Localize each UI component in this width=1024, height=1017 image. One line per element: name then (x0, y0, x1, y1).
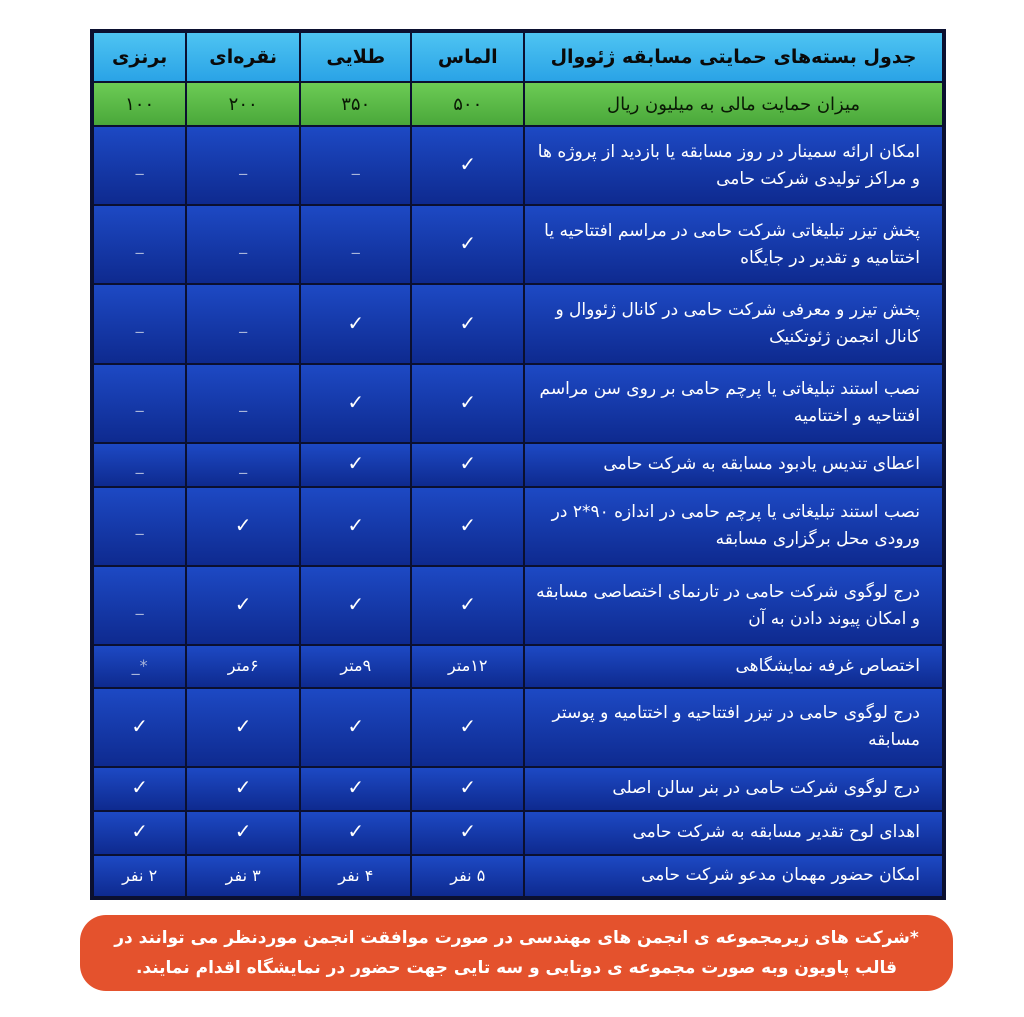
table-row (93, 284, 943, 363)
check-icon: ✓ (131, 713, 149, 738)
cell-silver (186, 855, 300, 898)
cell-diamond (411, 487, 524, 566)
cell-diamond (411, 688, 524, 767)
cell-bronze (93, 284, 186, 363)
cell-bronze (93, 855, 186, 898)
sponsorship-table-container (90, 29, 946, 900)
benefit-description: اهدای لوح تقدیر مسابقه به شرکت حامی (524, 811, 943, 855)
tier-value: ۲ نفر (122, 865, 158, 885)
not-included-mark: _ (239, 155, 248, 175)
not-included-mark: _ (135, 454, 144, 474)
check-icon: ✓ (459, 231, 477, 256)
check-icon: ✓ (234, 775, 252, 800)
benefit-description: درج لوگوی حامی در تیزر افتتاحیه و اختتامیه و پوستر مسابقه (524, 688, 943, 767)
cell-diamond (411, 566, 524, 645)
not-included-mark: _ (135, 393, 144, 413)
not-included-mark: _ (135, 516, 144, 536)
cell-diamond (411, 284, 524, 363)
check-icon: ✓ (131, 775, 149, 800)
benefit-description: نصب استند تبلیغاتی یا پرچم حامی بر روی سن مراسم افتتاحیه و اختتامیه (524, 364, 943, 443)
cell-gold (300, 284, 411, 363)
not-included-mark: _ (351, 155, 360, 175)
tier-value: ۵ نفر (450, 865, 486, 885)
funding-row (93, 82, 943, 126)
check-icon: ✓ (234, 512, 252, 537)
table-row (93, 443, 943, 487)
check-icon: ✓ (459, 592, 477, 617)
cell-silver (186, 443, 300, 487)
table-row (93, 566, 943, 645)
check-icon: ✓ (459, 819, 477, 844)
check-icon: ✓ (131, 819, 149, 844)
benefit-description: نصب استند تبلیغاتی یا پرچم حامی در اندازه ۹۰*۲ در ورودی محل برگزاری مسابقه (524, 487, 943, 566)
header-silver: نقره‌ای (186, 32, 300, 82)
check-icon: ✓ (459, 152, 477, 177)
cell-diamond (411, 811, 524, 855)
funding-diamond: ۵۰۰ (411, 82, 524, 126)
header-description: جدول بسته‌های حمایتی مسابقه ژئووال (524, 32, 943, 82)
table-row (93, 487, 943, 566)
benefit-description: پخش تیزر و معرفی شرکت حامی در کانال ژئووال و کانال انجمن ژئوتکنیک (524, 284, 943, 363)
header-bronze: برنزی (93, 32, 186, 82)
cell-bronze (93, 443, 186, 487)
funding-bronze: ۱۰۰ (93, 82, 186, 126)
cell-silver (186, 811, 300, 855)
cell-gold (300, 688, 411, 767)
table-row (93, 364, 943, 443)
sponsorship-table (92, 31, 944, 898)
cell-diamond (411, 855, 524, 898)
benefit-description: اختصاص غرفه نمایشگاهی (524, 645, 943, 687)
check-icon: ✓ (347, 775, 365, 800)
not-included-mark: _ (239, 393, 248, 413)
cell-silver (186, 205, 300, 284)
cell-gold (300, 126, 411, 205)
not-included-mark: _ (135, 314, 144, 334)
cell-diamond (411, 364, 524, 443)
tier-value: ۴ نفر (338, 865, 374, 885)
table-row (93, 767, 943, 811)
cell-gold (300, 855, 411, 898)
footnote-text: *شرکت های زیرمجموعه ی انجمن های مهندسی در صورت موافقت انجمن موردنظر می توانند در قالب پاویون وبه صورت مجموعه ی دوتایی و سه تایی جهت حضور در نمایشگاه اقدام نمایند. (114, 928, 919, 978)
cell-bronze (93, 364, 186, 443)
cell-diamond (411, 767, 524, 811)
header-gold: طلایی (300, 32, 411, 82)
table-row (93, 205, 943, 284)
cell-silver (186, 126, 300, 205)
cell-silver (186, 566, 300, 645)
cell-bronze (93, 126, 186, 205)
cell-diamond (411, 126, 524, 205)
not-included-mark: _ (239, 454, 248, 474)
cell-gold (300, 566, 411, 645)
tier-value: ۹متر (340, 656, 372, 676)
not-included-mark: _ (135, 595, 144, 615)
benefit-description: درج لوگوی شرکت حامی در تارنمای اختصاصی مسابقه و امکان پیوند دادن به آن (524, 566, 943, 645)
check-icon: ✓ (459, 451, 477, 476)
check-icon: ✓ (459, 512, 477, 537)
benefit-description: درج لوگوی شرکت حامی در بنر سالن اصلی (524, 767, 943, 811)
cell-bronze (93, 688, 186, 767)
tier-value: ۱۲متر (448, 656, 488, 676)
check-icon: ✓ (459, 713, 477, 738)
check-icon: ✓ (347, 592, 365, 617)
cell-diamond (411, 205, 524, 284)
cell-diamond (411, 443, 524, 487)
cell-silver (186, 284, 300, 363)
cell-bronze (93, 811, 186, 855)
check-icon: ✓ (459, 775, 477, 800)
cell-gold (300, 487, 411, 566)
table-row (93, 688, 943, 767)
check-icon: ✓ (347, 310, 365, 335)
cell-bronze (93, 767, 186, 811)
table-row (93, 645, 943, 687)
check-icon: ✓ (234, 713, 252, 738)
not-included-mark: *_ (131, 656, 148, 676)
benefit-description: اعطای تندیس یادبود مسابقه به شرکت حامی (524, 443, 943, 487)
check-icon: ✓ (347, 512, 365, 537)
table-row (93, 855, 943, 898)
cell-silver (186, 645, 300, 687)
cell-gold (300, 811, 411, 855)
footnote-box (80, 915, 953, 991)
not-included-mark: _ (239, 314, 248, 334)
header-diamond: الماس (411, 32, 524, 82)
cell-gold (300, 645, 411, 687)
check-icon: ✓ (459, 389, 477, 414)
benefit-description: پخش تیزر تبلیغاتی شرکت حامی در مراسم افتتاحیه یا اختتامیه و تقدیر در جایگاه (524, 205, 943, 284)
check-icon: ✓ (347, 819, 365, 844)
benefit-description: امکان ارائه سمینار در روز مسابقه یا بازدید از پروژه ها و مراکز تولیدی شرکت حامی (524, 126, 943, 205)
cell-gold (300, 205, 411, 284)
cell-silver (186, 767, 300, 811)
funding-silver: ۲۰۰ (186, 82, 300, 126)
cell-gold (300, 443, 411, 487)
funding-label: میزان حمایت مالی به میلیون ریال (524, 82, 943, 126)
check-icon: ✓ (347, 389, 365, 414)
tier-value: ۶متر (227, 656, 259, 676)
cell-bronze (93, 487, 186, 566)
not-included-mark: _ (135, 234, 144, 254)
funding-gold: ۳۵۰ (300, 82, 411, 126)
table-row (93, 811, 943, 855)
check-icon: ✓ (234, 592, 252, 617)
check-icon: ✓ (459, 310, 477, 335)
table-header-row (93, 32, 943, 82)
check-icon: ✓ (347, 713, 365, 738)
table-row (93, 126, 943, 205)
cell-bronze (93, 205, 186, 284)
benefit-description: امکان حضور مهمان مدعو شرکت حامی (524, 855, 943, 898)
cell-gold (300, 767, 411, 811)
tier-value: ۳ نفر (225, 865, 261, 885)
check-icon: ✓ (347, 451, 365, 476)
cell-diamond (411, 645, 524, 687)
check-icon: ✓ (234, 819, 252, 844)
not-included-mark: _ (351, 234, 360, 254)
cell-silver (186, 364, 300, 443)
cell-gold (300, 364, 411, 443)
cell-silver (186, 487, 300, 566)
not-included-mark: _ (239, 234, 248, 254)
cell-bronze (93, 566, 186, 645)
not-included-mark: _ (135, 155, 144, 175)
cell-bronze (93, 645, 186, 687)
cell-silver (186, 688, 300, 767)
